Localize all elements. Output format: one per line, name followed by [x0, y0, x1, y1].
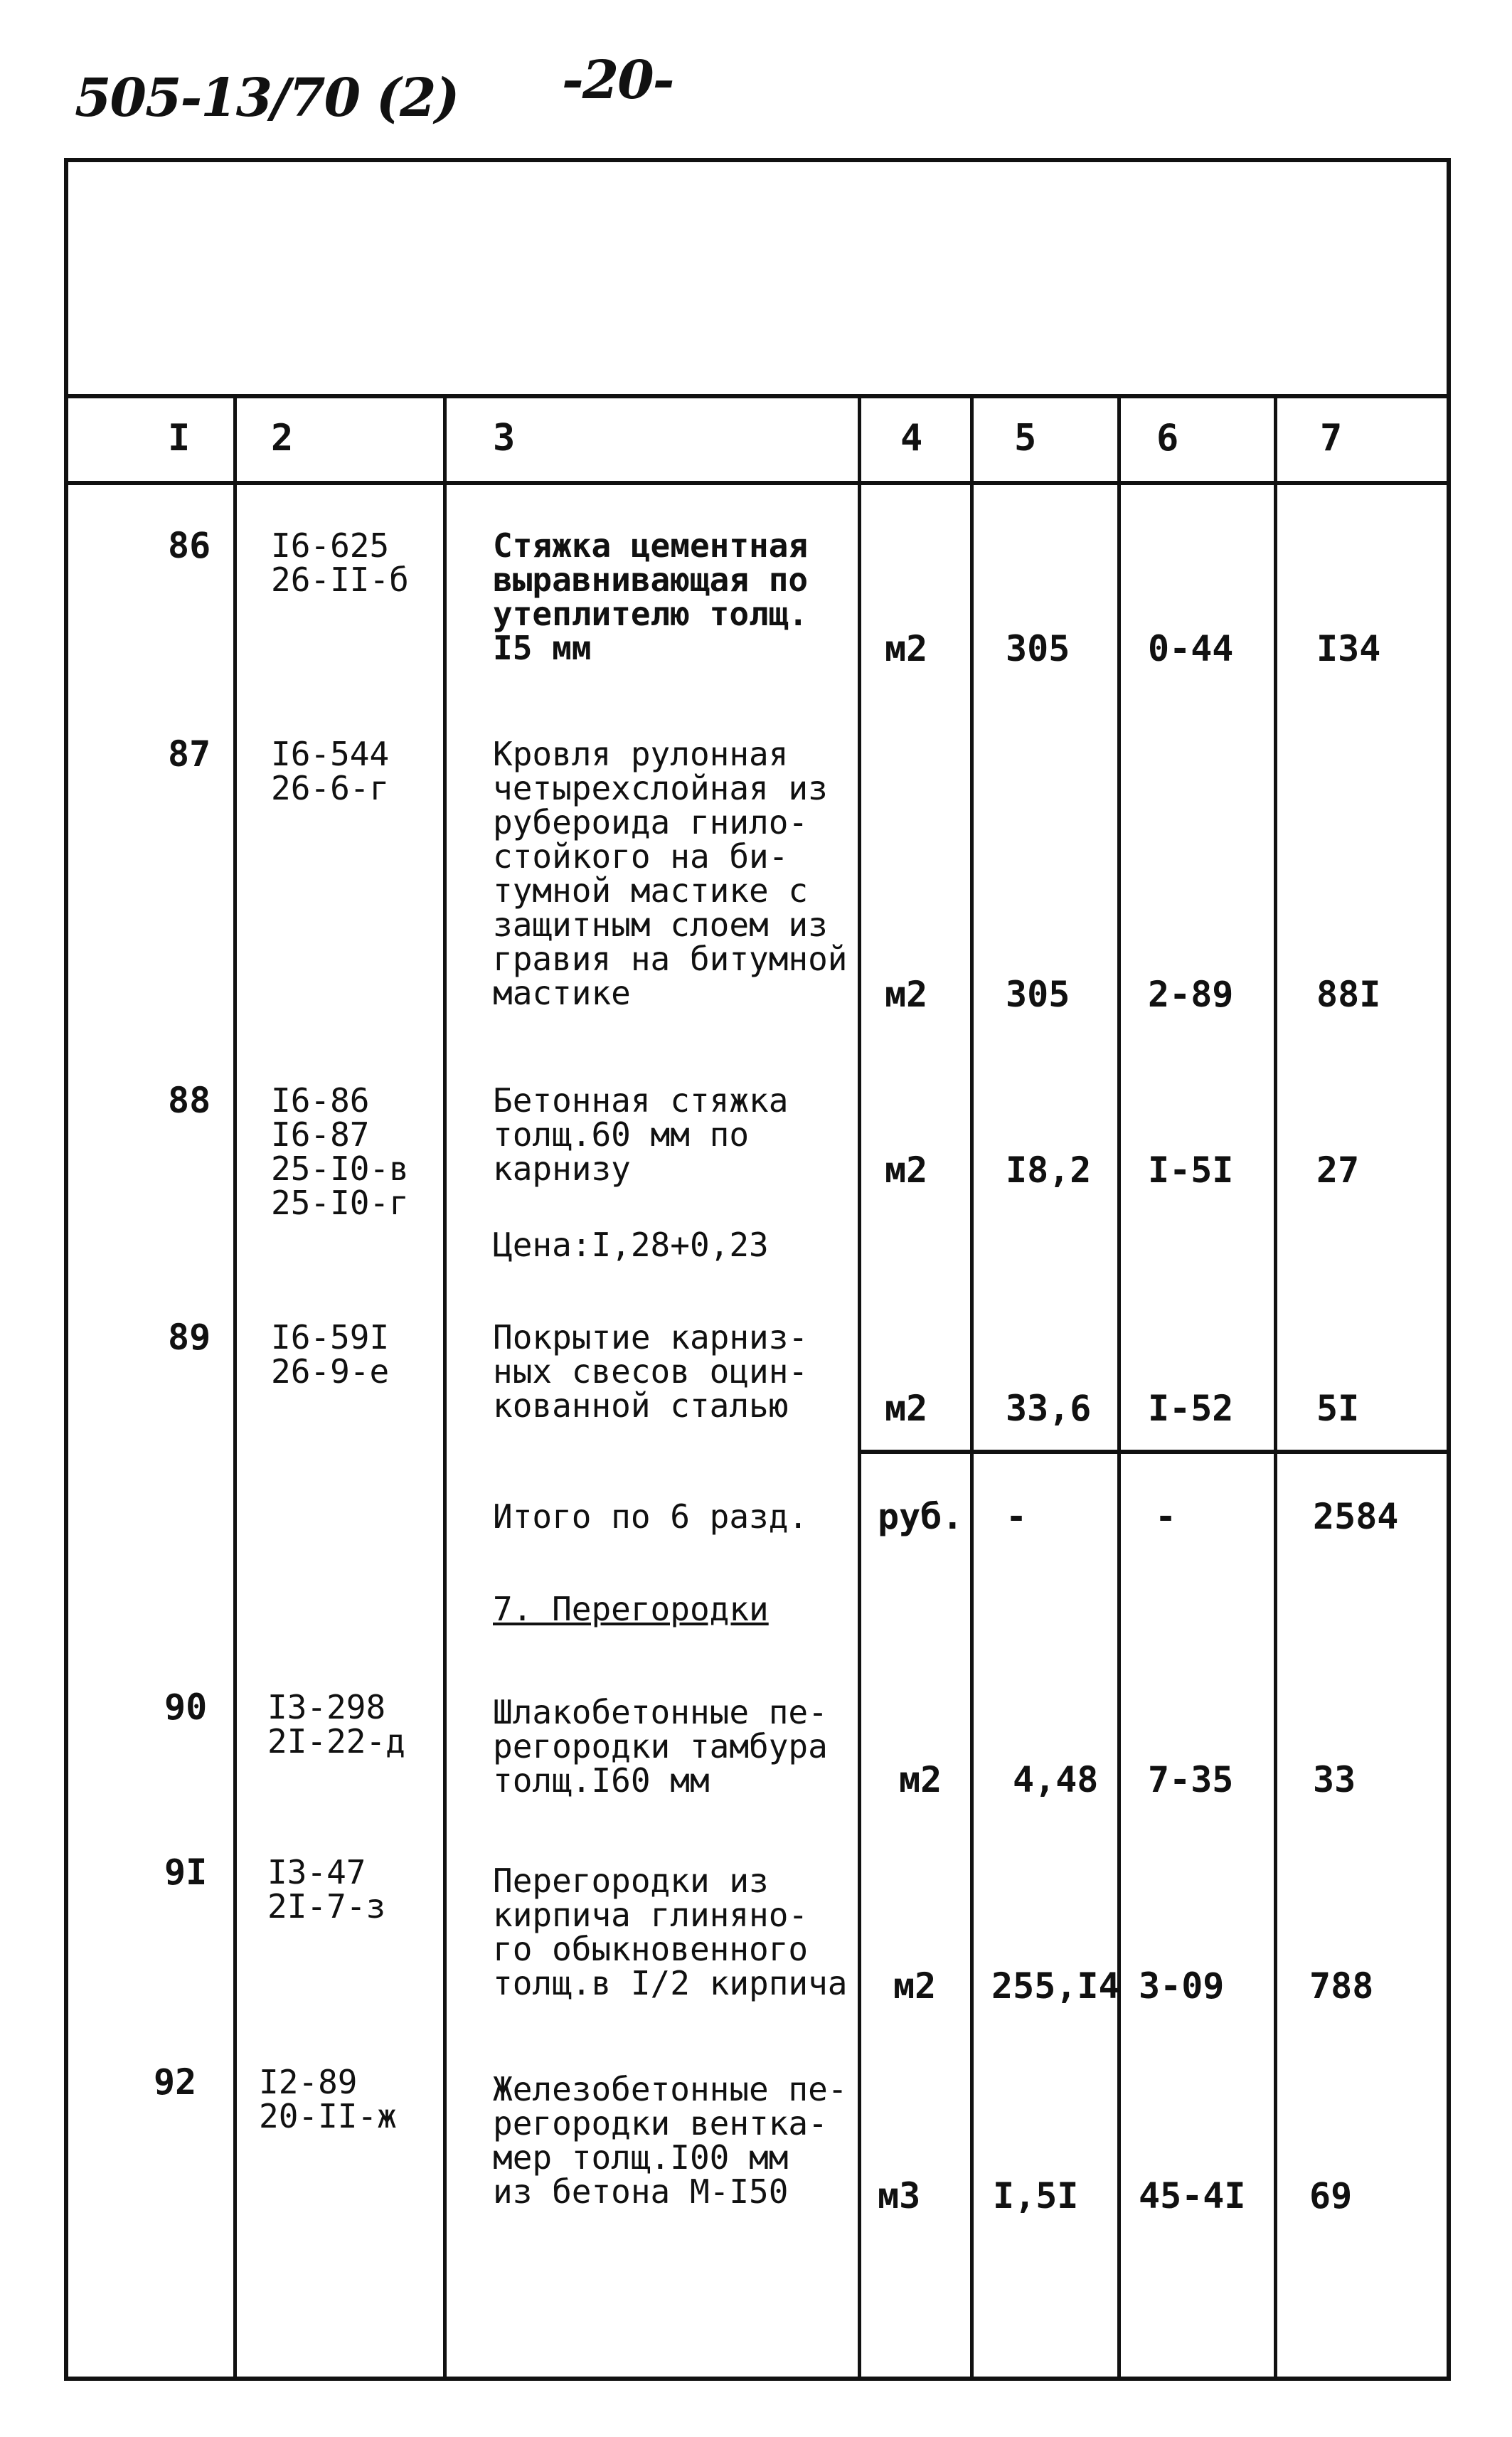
work-description: Кровля рулонная четырехслойная из рубероида гнило- стойкого на би- тумной мастике с защитным слоем из гравия на битумной мастике — [493, 735, 848, 1012]
unit-price: 7-35 — [1148, 1759, 1234, 1800]
column-header-7: 7 — [1320, 417, 1343, 460]
unit-price: I-52 — [1148, 1388, 1234, 1429]
unit-price: 45-4I — [1139, 2175, 1246, 2216]
col-divider-2 — [443, 394, 447, 2377]
work-description: Перегородки из кирпича глиняно- го обыкновенного толщ.в I/2 кирпича — [493, 1862, 848, 2002]
document-code: 505-13/70 (2) — [75, 68, 459, 129]
unit-price: 0-44 — [1148, 628, 1234, 669]
unit: м2 — [885, 1388, 928, 1429]
subtotal-price: - — [1155, 1496, 1177, 1537]
section-title: 7. Перегородки — [493, 1590, 769, 1628]
norm-codes: I6-544 26-6-г — [271, 735, 390, 807]
row-number: 92 — [154, 2061, 197, 2103]
unit-price: 3-09 — [1139, 1965, 1225, 2007]
total-cost: 5I — [1316, 1388, 1360, 1429]
total-cost: 69 — [1309, 2175, 1353, 2216]
total-cost: 88I — [1316, 974, 1381, 1015]
header-bottom-rule — [68, 481, 1447, 485]
header-top-rule — [68, 394, 1447, 398]
quantity: 33,6 — [1006, 1388, 1092, 1429]
quantity: I,5I — [993, 2175, 1079, 2216]
unit: м3 — [878, 2175, 921, 2216]
quantity: 255,I4 — [991, 1965, 1120, 2007]
quantity: I8,2 — [1006, 1150, 1092, 1191]
work-description: Стяжка цементная выравнивающая по утеплителю толщ. I5 мм — [493, 526, 809, 667]
price-note: Цена:I,28+0,23 — [493, 1226, 769, 1264]
quantity: 4,48 — [1013, 1759, 1099, 1800]
norm-codes: I6-625 26-II-б — [271, 526, 409, 599]
row-number: 89 — [168, 1317, 211, 1358]
norm-codes: I3-47 2I-7-з — [267, 1853, 386, 1926]
total-cost: 788 — [1309, 1965, 1374, 2007]
row-number: 90 — [164, 1687, 208, 1728]
work-description: Покрытие карниз- ных свесов оцин- кованной сталью — [493, 1318, 809, 1425]
unit: м2 — [885, 974, 928, 1015]
column-header-5: 5 — [1014, 417, 1037, 460]
estimate-table — [64, 158, 1451, 2381]
column-header-4: 4 — [900, 417, 923, 460]
unit: м2 — [893, 1965, 937, 2007]
total-cost: 33 — [1313, 1759, 1356, 1800]
col-divider-4 — [970, 394, 974, 2377]
norm-codes: I3-298 2I-22-д — [267, 1688, 405, 1761]
work-description: Бетонная стяжка толщ.60 мм по карнизу — [493, 1081, 789, 1188]
subtotal-total: 2584 — [1313, 1496, 1399, 1537]
col-divider-6 — [1274, 394, 1277, 2377]
col-divider-3 — [858, 394, 861, 2377]
unit-price: 2-89 — [1148, 974, 1234, 1015]
row-number: 88 — [168, 1080, 211, 1121]
unit: м2 — [899, 1759, 942, 1800]
norm-codes: I6-59I 26-9-е — [271, 1318, 390, 1391]
page-number: -20- — [562, 50, 674, 111]
subtotal-label: Итого по 6 разд. — [493, 1497, 809, 1536]
work-description: Шлакобетонные пе- регородки тамбура толщ.I60 мм — [493, 1693, 828, 1800]
quantity: 305 — [1006, 974, 1070, 1015]
subtotal-rule — [858, 1450, 1447, 1454]
column-header-2: 2 — [271, 417, 294, 460]
column-header-3: 3 — [493, 417, 516, 460]
total-cost: 27 — [1316, 1150, 1360, 1191]
unit-price: I-5I — [1148, 1150, 1234, 1191]
column-header-6: 6 — [1156, 417, 1179, 460]
norm-codes: I6-86 I6-87 25-I0-в 25-I0-г — [271, 1081, 409, 1222]
subtotal-unit: руб. — [878, 1496, 964, 1537]
row-number: 9I — [164, 1852, 208, 1893]
col-divider-1 — [233, 394, 237, 2377]
quantity: 305 — [1006, 628, 1070, 669]
work-description: Железобетонные пе- регородки вентка- мер толщ.I00 мм из бетона М-I50 — [493, 2070, 848, 2211]
unit: м2 — [885, 628, 928, 669]
total-cost: I34 — [1316, 628, 1381, 669]
row-number: 86 — [168, 525, 211, 566]
norm-codes: I2-89 20-II-ж — [259, 2063, 397, 2135]
row-number: 87 — [168, 733, 211, 775]
column-header-1: I — [168, 417, 191, 460]
unit: м2 — [885, 1150, 928, 1191]
subtotal-quantity: - — [1006, 1496, 1028, 1537]
col-divider-5 — [1117, 394, 1121, 2377]
